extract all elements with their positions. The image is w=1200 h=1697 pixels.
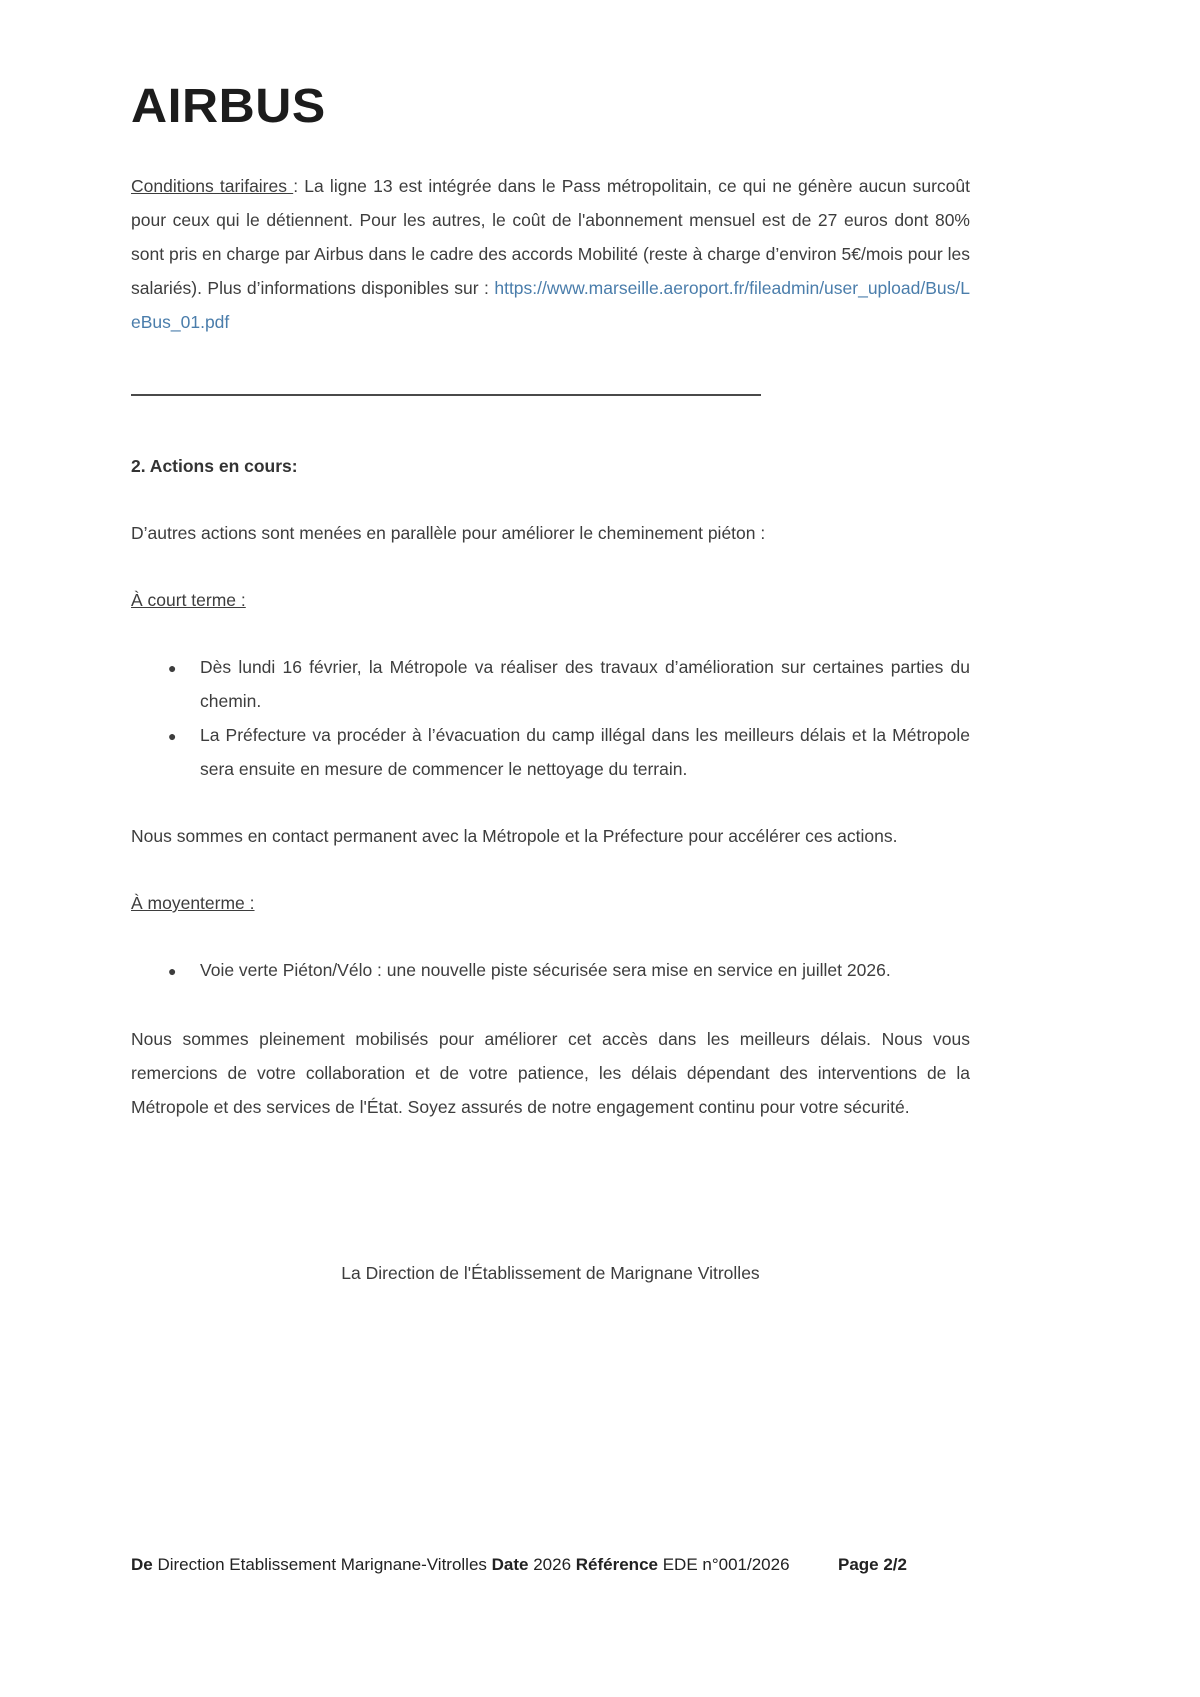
medium-term-bullet-list <box>131 953 970 989</box>
list-item <box>131 953 970 989</box>
section-divider <box>131 394 761 396</box>
contact-note: Nous sommes en contact permanent avec la Métropole et la Préfecture pour accélérer ces actions. <box>131 826 898 846</box>
list-item <box>131 718 970 786</box>
airbus-logo: AIRBUS <box>131 78 326 133</box>
short-term-bullet-1: Dès lundi 16 février, la Métropole va réaliser des travaux d’amélioration sur certaines parties du chemin. <box>200 657 970 711</box>
footer-de-value: Direction Etablissement Marignane-Vitrolles <box>157 1555 492 1574</box>
page-number: Page 2/2 <box>838 1555 907 1574</box>
footer-reference-label: Référence <box>575 1555 663 1574</box>
footer-date-label: Date <box>491 1555 534 1574</box>
short-term-heading: À court terme : <box>131 590 246 610</box>
signature-line: La Direction de l'Établissement de Marignane Vitrolles <box>341 1263 760 1283</box>
closing-paragraph: Nous sommes pleinement mobilisés pour améliorer cet accès dans les meilleurs délais. Nous vous remercions de votre collaboration et de votre patience, les délais dépendant des interventions de la Métropole et des services de l'État. Soyez assurés de notre engagement continu pour votre sécurité. <box>131 1029 970 1117</box>
bullet-icon: ● <box>168 660 177 676</box>
footer-date-value: 2026 <box>533 1555 576 1574</box>
actions-intro: D’autres actions sont menées en parallèle pour améliorer le cheminement piéton : <box>131 523 766 543</box>
bullet-icon: ● <box>168 728 177 744</box>
list-item <box>131 650 970 718</box>
page-footer <box>0 1555 1200 1579</box>
bus-info-link[interactable]: https://www.marseille.aeroport.fr/fileadmin/user_upload/Bus/LeBus_01.pdf <box>131 278 970 332</box>
tariff-paragraph <box>131 169 970 339</box>
tariff-paragraph-body: : La ligne 13 est intégrée dans le Pass métropolitain, ce qui ne génère aucun surcoût pour ceux qui le détiennent. Pour les autres, le coût de l'abonnement mensuel est de 27 euros dont 80% sont pris en charge par Airbus dans le cadre des accords Mobilité (reste à charge d’environ 5€/mois pour les salariés). Plus d’informations disponibles sur : <box>131 176 970 298</box>
footer-de-label: De <box>131 1555 158 1574</box>
medium-term-heading: À moyenterme : <box>131 893 255 913</box>
tariff-paragraph-lead: Conditions tarifaires <box>131 176 294 196</box>
actions-section-heading: 2. Actions en cours: <box>131 456 298 476</box>
bullet-icon: ● <box>168 963 177 979</box>
footer-reference-value: EDE n°001/2026 <box>662 1555 790 1574</box>
footer-metadata <box>131 1555 790 1575</box>
short-term-bullet-list <box>131 650 970 786</box>
medium-term-bullet-1: Voie verte Piéton/Vélo : une nouvelle piste sécurisée sera mise en service en juillet 2026. <box>200 960 891 980</box>
short-term-bullet-2: La Préfecture va procéder à l’évacuation du camp illégal dans les meilleurs délais et la Métropole sera ensuite en mesure de commencer le nettoyage du terrain. <box>200 725 970 779</box>
